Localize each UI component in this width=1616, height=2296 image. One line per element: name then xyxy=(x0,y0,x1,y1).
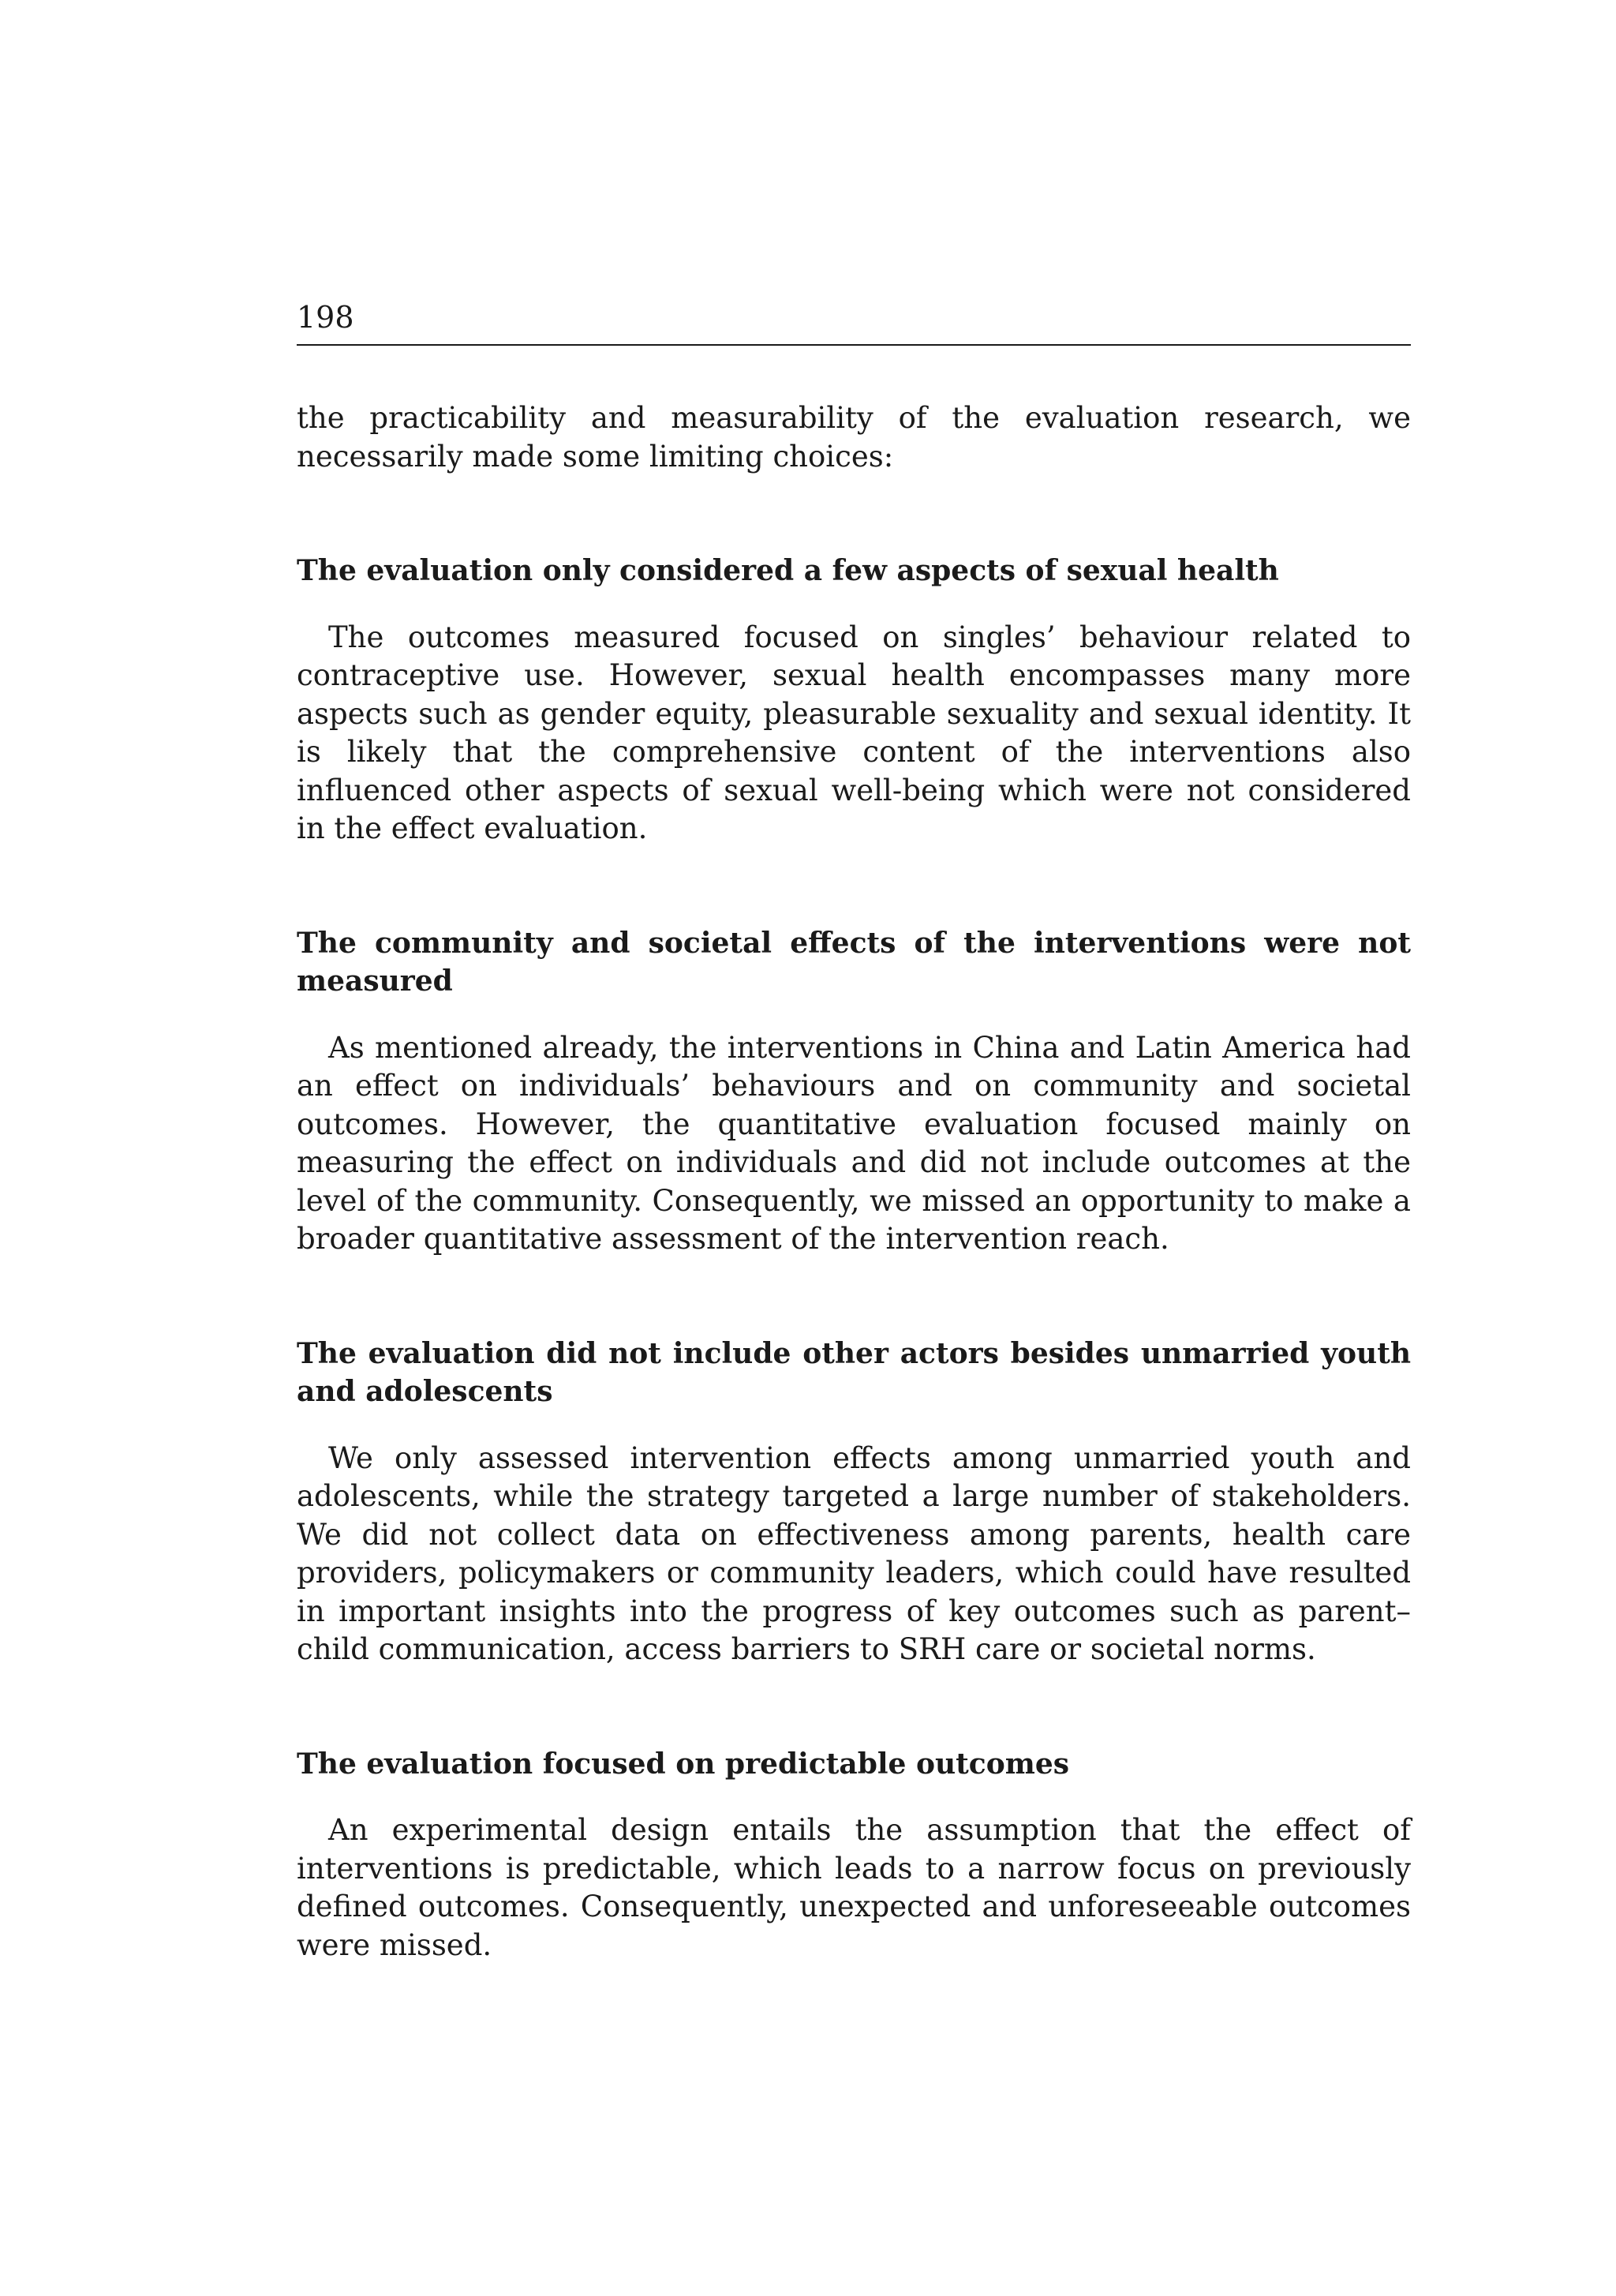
section-body-predictable-outcomes: An experimental design entails the assumption that the effect of interventions is predictable, which leads to a narrow focus on previously defined outcomes. Consequently, unexpected and unforeseeable outcomes were missed. xyxy=(297,1813,1411,1962)
section-body-community-effects: As mentioned already, the interventions in China and Latin America had an effect on individuals’ behaviours and on community and societal outcomes. However, the quantitative evaluation focused mainly on measuring the effect on individuals and did not include outcomes at the level of the community. Consequently, we missed an opportunity to make a broader quantitative assessment of the intervention reach. xyxy=(297,1030,1411,1256)
section-heading-other-actors: The evaluation did not include other actors besides unmarried youth and adolescents xyxy=(297,1336,1411,1408)
page-header xyxy=(297,300,1411,346)
section-heading-community-effects: The community and societal effects of the interventions were not measured xyxy=(297,926,1411,998)
page-number: 198 xyxy=(297,300,354,335)
intro-paragraph: the practicability and measurability of the evaluation research, we necessarily made some limiting choices: xyxy=(297,401,1411,474)
section-heading-predictable-outcomes: The evaluation focused on predictable outcomes xyxy=(297,1747,1069,1781)
section-heading-sexual-health-aspects: The evaluation only considered a few aspects of sexual health xyxy=(297,554,1279,587)
section-body-sexual-health-aspects: The outcomes measured focused on singles’ behaviour related to contraceptive use. However, sexual health encompasses many more aspects such as gender equity, pleasurable sexuality and sexual identity. It is likely that the comprehensive content of the interventions also influenced other aspects of sexual well-being which were not considered in the effect evaluation. xyxy=(297,620,1411,845)
section-body-other-actors: We only assessed intervention effects among unmarried youth and adolescents, while the strategy targeted a large number of stakeholders. We did not collect data on effectiveness among parents, health care providers, policymakers or community leaders, which could have resulted in important insights into the progress of key outcomes such as parent–child communication, access barriers to SRH care or societal norms. xyxy=(297,1440,1411,1666)
body-text xyxy=(297,399,1411,1965)
